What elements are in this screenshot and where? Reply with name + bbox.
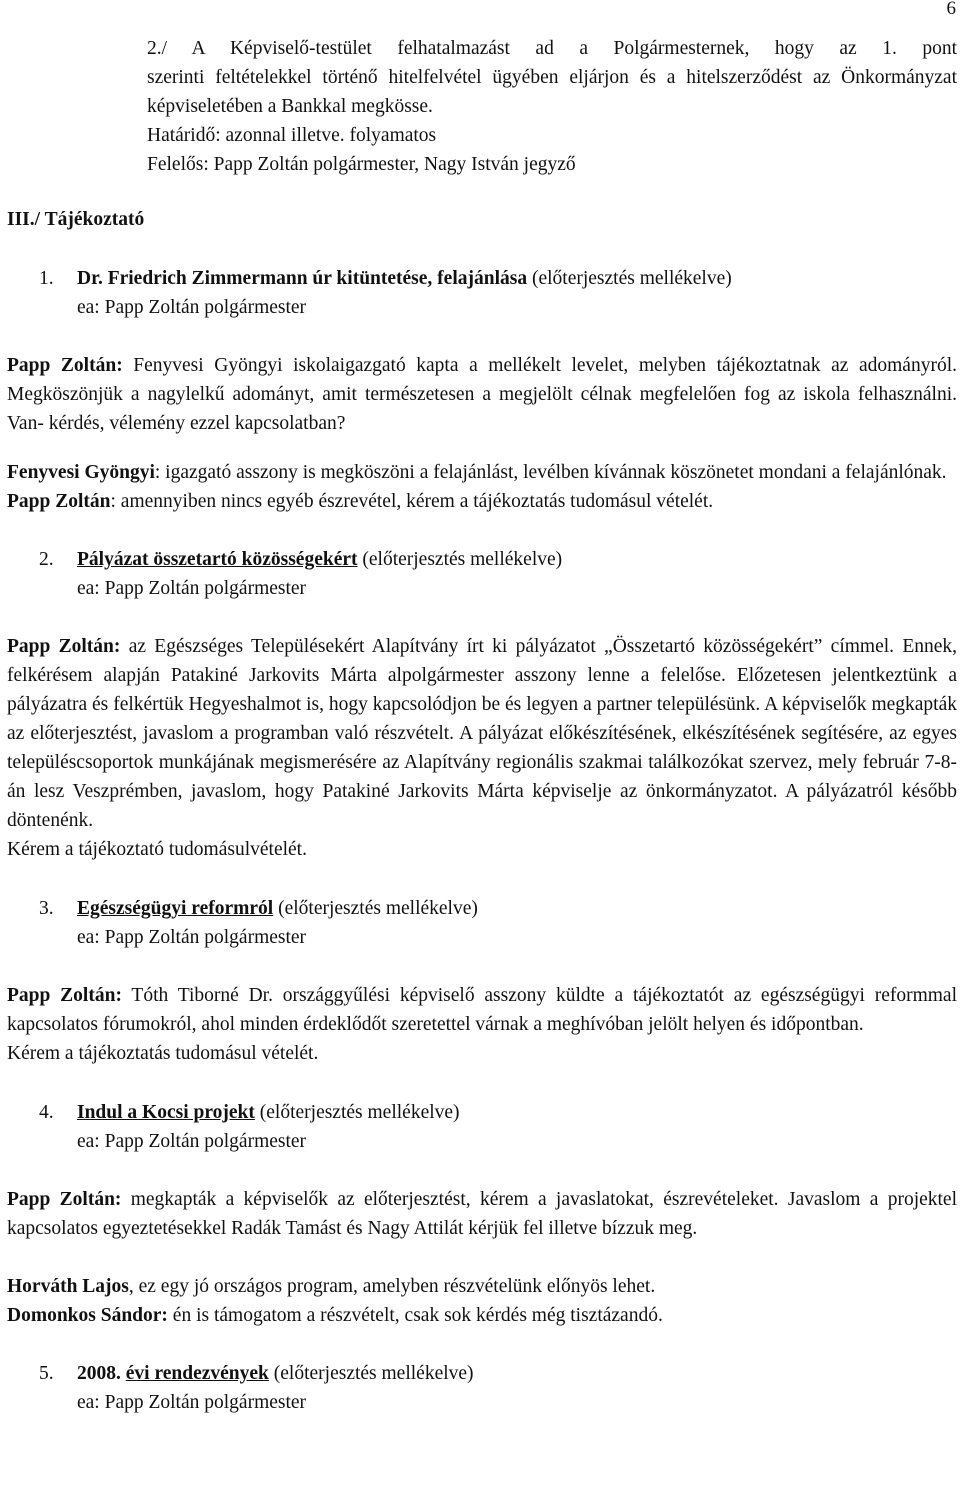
item-number: 5. [39, 1363, 54, 1384]
item-title-year: 2008. [77, 1363, 121, 1384]
speech-text: : amennyiben nincs egyéb észrevétel, kérem a tájékoztatás tudomásul vételét. [110, 491, 714, 512]
speech-text: az Egészséges Településekért Alapítvány írt ki pályázatot „Összetartó közösségekért” címmel. Ennek, felkérésem alapján Patakiné Jarkovits Márta alpolgármester asszony lenne a felelőse. Előzetesen jelentkeztünk a pályázatra és felkértük Hegyeshalmot is, hogy kapcsolódjon be és legyen a partner településünk. A képviselők megkapták az előterjesztést, javaslom a programban való részvételt. A pályázat előkészítésének, elkészítésének segítésére, az egyes településcsoportok munkájának megismerésére az Alapítvány regionális szakmai találkozókat szervez, mely február 7-8-án lesz Veszprémben, javaslom, hogy Patakiné Jarkovits Márta képviselje az önkormányzatot. A pályázatról később döntenénk. [7, 636, 958, 831]
page-number: 6 [946, 0, 956, 19]
resolution-block [147, 34, 957, 179]
responsible: Felelős: Papp Zoltán polgármester, Nagy István jegyző [147, 154, 576, 175]
item-note: (előterjesztés mellékelve) [273, 1363, 474, 1384]
speech-text: én is támogatom a részvételt, csak sok kérdés még tisztázandó. [172, 1305, 663, 1326]
item-title: évi rendezvények [125, 1363, 269, 1384]
speaker-name: Fenyvesi Gyöngyi [7, 462, 155, 483]
item-note: (előterjesztés mellékelve) [278, 898, 478, 919]
item-presenter: ea: Papp Zoltán polgármester [77, 1392, 307, 1413]
discussion-paragraph [7, 458, 957, 487]
discussion-paragraph [7, 1272, 957, 1301]
speaker-name: Papp Zoltán [7, 491, 111, 512]
speaker-name: Horváth Lajos [7, 1276, 129, 1297]
speaker-name: Papp Zoltán: [7, 355, 123, 376]
item-presenter: ea: Papp Zoltán polgármester [77, 927, 307, 948]
agenda-item-4 [7, 1098, 957, 1156]
item-presenter: ea: Papp Zoltán polgármester [77, 297, 307, 318]
discussion-paragraph [7, 981, 957, 1039]
item-note: (előterjesztés mellékelve) [362, 549, 563, 570]
agenda-item-1 [7, 264, 957, 322]
agenda-body [7, 264, 957, 1417]
discussion-paragraph [7, 351, 957, 438]
agenda-item-5 [7, 1359, 957, 1417]
discussion-paragraph [7, 1301, 957, 1330]
item-note: (előterjesztés mellékelve) [259, 1102, 460, 1123]
item-title: Dr. Friedrich Zimmermann úr kitüntetése, felajánlása [77, 268, 528, 289]
discussion-paragraph [7, 632, 957, 835]
closing-text: Kérem a tájékoztató tudomásulvételét. [7, 839, 307, 860]
speech-text: : igazgató asszony is megköszöni a felajánlást, levélben kívánnak köszönetet mondani a felajánlónak. [154, 462, 947, 483]
item-presenter: ea: Papp Zoltán polgármester [77, 1131, 307, 1152]
speaker-name: Papp Zoltán: [7, 1189, 122, 1210]
item-number: 2. [39, 549, 54, 570]
agenda-item-2 [7, 545, 957, 603]
item-title: Pályázat összetartó közösségekért [77, 549, 358, 570]
speech-text: , ez egy jó országos program, amelyben részvételünk előnyös lehet. [128, 1276, 656, 1297]
closing-text: Kérem a tájékoztatás tudomásul vételét. [7, 1043, 319, 1064]
item-note: (előterjesztés mellékelve) [531, 268, 732, 289]
speech-text: Tóth Tiborné Dr. országgyűlési képviselő asszony küldte a tájékoztatót az egészségügyi reformmal kapcsolatos fórumokról, ahol minden érdeklődőt szeretettel várnak a meghívóban jelölt helyen és időpontban. [7, 985, 958, 1035]
item-title: Egészségügyi reformról [77, 898, 274, 919]
item-presenter: ea: Papp Zoltán polgármester [77, 578, 307, 599]
item-title: Indul a Kocsi projekt [77, 1102, 255, 1123]
section-heading: III./ Tájékoztató [7, 209, 145, 230]
speaker-name: Papp Zoltán: [7, 636, 121, 657]
resolution-text: szerinti feltételekkel történő hitelfelvétel ügyében eljárjon és a hitelszerződést az Önkormányzat képviseletében a Bankkal megkösse. [147, 67, 957, 117]
deadline: Határidő: azonnal illetve. folyamatos [147, 125, 437, 146]
discussion-paragraph [7, 487, 957, 516]
speaker-name: Domonkos Sándor: [7, 1305, 168, 1326]
item-number: 4. [39, 1102, 54, 1123]
speaker-name: Papp Zoltán: [7, 985, 122, 1006]
resolution-text-line1: 2./ A Képviselő-testület felhatalmazást ad a Polgármesternek, hogy az 1. pont [147, 38, 957, 59]
discussion-paragraph [7, 1185, 957, 1243]
speech-text: Fenyvesi Gyöngyi iskolaigazgató kapta a mellékelt levelet, melyben tájékoztatnak az adományról. Megköszönjük a nagylelkű adományt, amit természetesen a megjelölt célnak megfelelően fog az iskola felhasználni. Van- kérdés, vélemény ezzel kapcsolatban? [7, 355, 957, 434]
agenda-item-3 [7, 894, 957, 952]
speech-text: megkapták a képviselők az előterjesztést, kérem a javaslatokat, észrevételeket. Javaslom a projektel kapcsolatos egyeztetésekkel Radák Tamást és Nagy Attilát kérjük fel illetve bízzuk meg. [7, 1189, 958, 1239]
item-number: 3. [39, 898, 54, 919]
item-number: 1. [39, 268, 54, 289]
